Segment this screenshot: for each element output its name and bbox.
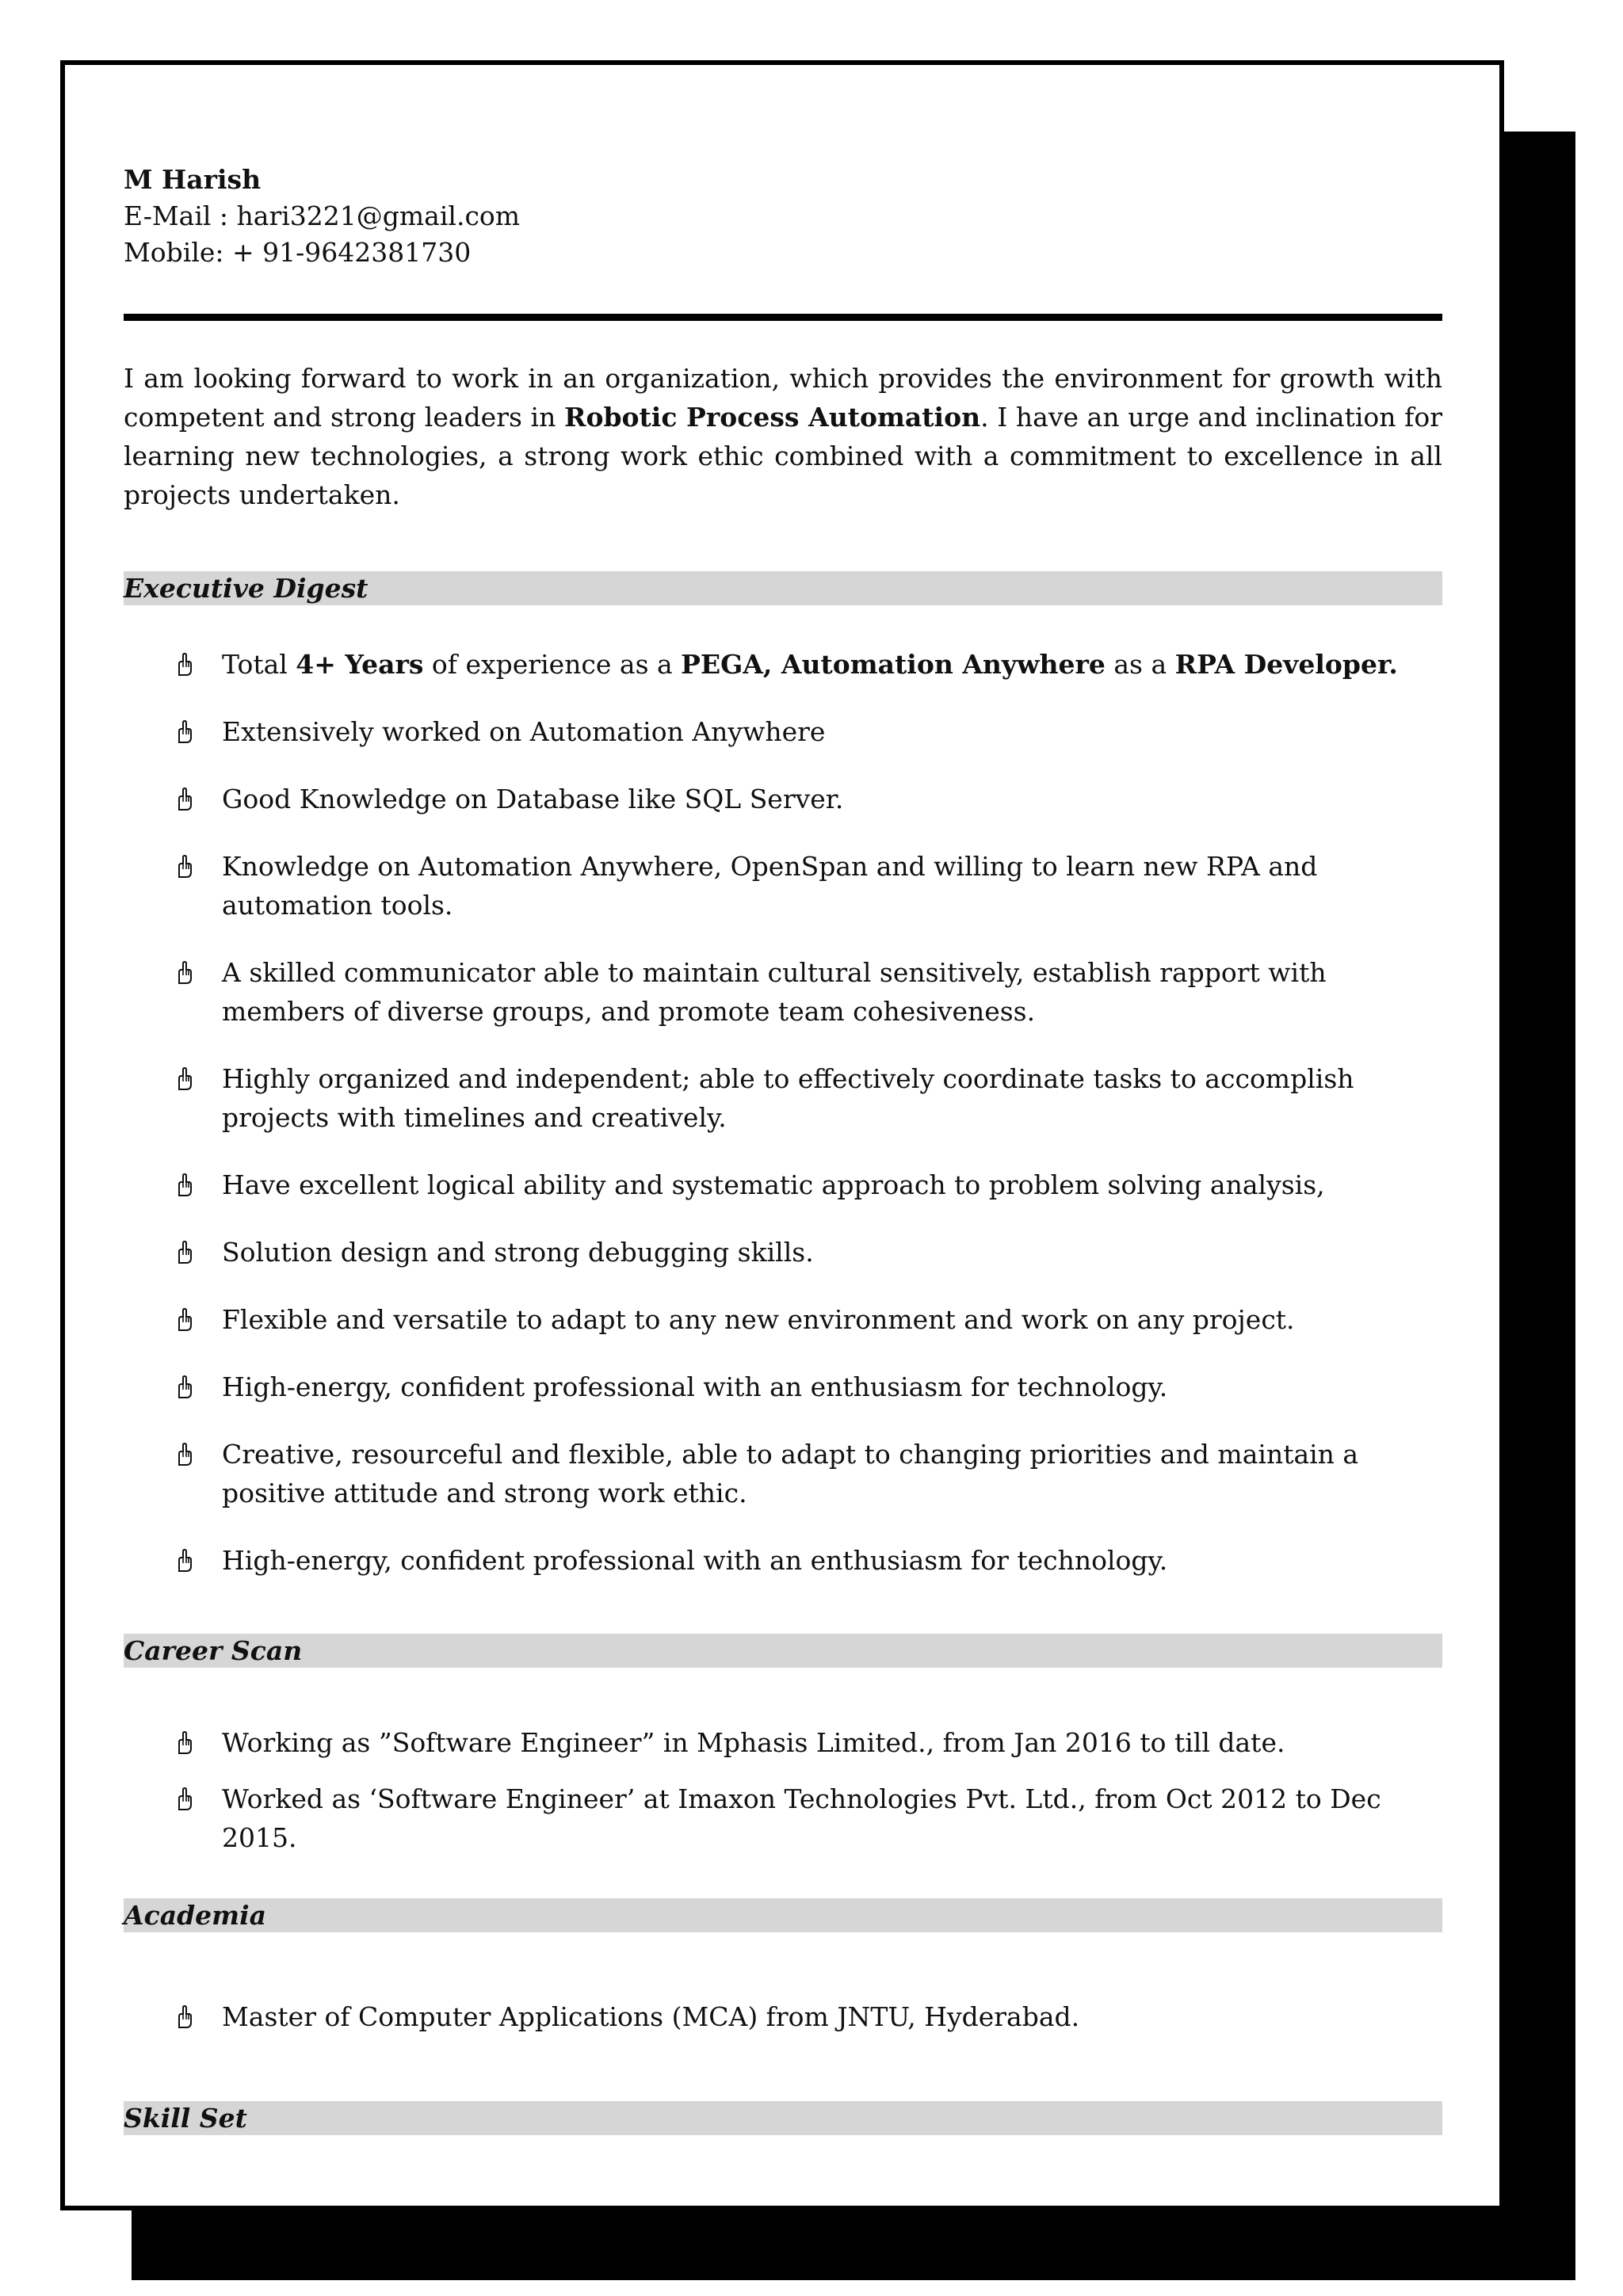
digest-first-text-c: of experience as a [423,649,682,680]
list-item-text: High-energy, confident professional with an enthusiasm for technology. [222,1371,1168,1402]
digest-first-text-a: Total [222,649,296,680]
objective-text-2: . I have an urge and inclination for learning new technologies, a strong work ethic combined with a commitment to excellence in all projects undertaken. [124,402,1442,510]
list-item [124,847,1442,925]
mobile-line: Mobile: + 91-9642381730 [124,237,472,268]
list-item [124,1165,1442,1204]
pointing-hand-icon [176,1731,193,1755]
section-header-skill-set: Skill Set [124,2101,1442,2135]
list-item [124,1367,1442,1406]
list-item [124,645,1442,684]
email-line: E-Mail : hari3221@gmail.com [124,200,521,231]
digest-first-bold-b: 4+ Years [296,649,424,680]
section-header-career-scan: Career Scan [124,1634,1442,1668]
pointing-hand-icon [176,788,193,811]
contact-header [124,162,1442,271]
section-header-academia: Academia [124,1898,1442,1932]
pointing-hand-icon [176,1443,193,1466]
resume-page [60,60,1504,2210]
list-item-text: Flexible and versatile to adapt to any new environment and work on any project. [222,1304,1295,1335]
resume-content [124,162,1442,2135]
pointing-hand-icon [176,1241,193,1264]
list-item-text: Worked as ‘Software Engineer’ at Imaxon Technologies Pvt. Ltd., from Oct 2012 to Dec 2015. [222,1783,1381,1853]
pointing-hand-icon [176,961,193,985]
list-item-text: Highly organized and independent; able to effectively coordinate tasks to accomplish projects with timelines and creatively. [222,1063,1354,1133]
list-item [124,1779,1442,1857]
pointing-hand-icon [176,1375,193,1399]
list-item-text: Creative, resourceful and flexible, able to adapt to changing priorities and maintain a positive attitude and strong work ethic. [222,1439,1359,1508]
executive-digest-list [124,645,1442,1580]
list-item [124,1435,1442,1512]
list-item [124,1541,1442,1580]
pointing-hand-icon [176,1549,193,1573]
digest-first-bold-d: PEGA, Automation Anywhere [681,649,1106,680]
pointing-hand-icon [176,1173,193,1197]
list-item-text: Good Knowledge on Database like SQL Server. [222,784,844,814]
list-item [124,1233,1442,1272]
list-item-text: Working as ”Software Engineer” in Mphasis Limited., from Jan 2016 to till date. [222,1727,1285,1758]
list-item-text: Have excellent logical ability and systematic approach to problem solving analysis, [222,1169,1325,1200]
list-item [124,1723,1442,1762]
list-item [124,712,1442,751]
list-item-text: Master of Computer Applications (MCA) from JNTU, Hyderabad. [222,2001,1080,2032]
list-item-text: Extensively worked on Automation Anywhere [222,716,826,747]
list-item-text: High-energy, confident professional with an enthusiasm for technology. [222,1545,1168,1576]
pointing-hand-icon [176,855,193,879]
list-item-text: Knowledge on Automation Anywhere, OpenSpan and willing to learn new RPA and automation tools. [222,851,1318,921]
header-divider [124,314,1442,321]
objective-text-1: I am looking forward to work in an organization, which provides the environment for growth with competent and strong leaders in [124,363,1442,433]
list-item-text: A skilled communicator able to maintain cultural sensitively, establish rapport with members of diverse groups, and promote team cohesiveness. [222,957,1327,1027]
academia-list [124,1997,1442,2036]
candidate-name: M Harish [124,164,262,195]
career-scan-list [124,1723,1442,1857]
pointing-hand-icon [176,1308,193,1332]
list-item [124,1997,1442,2036]
objective-paragraph [124,359,1442,514]
section-header-executive-digest: Executive Digest [124,571,1442,605]
pointing-hand-icon [176,1787,193,1811]
pointing-hand-icon [176,720,193,744]
objective-highlight: Robotic Process Automation [564,402,981,433]
pointing-hand-icon [176,2005,193,2029]
list-item [124,780,1442,818]
digest-first-bold-f: RPA Developer. [1174,649,1398,680]
pointing-hand-icon [176,653,193,677]
list-item-text: Solution design and strong debugging skills. [222,1237,814,1268]
digest-first-text-e: as a [1105,649,1175,680]
list-item [124,1300,1442,1339]
pointing-hand-icon [176,1067,193,1091]
list-item [124,953,1442,1031]
list-item [124,1059,1442,1137]
